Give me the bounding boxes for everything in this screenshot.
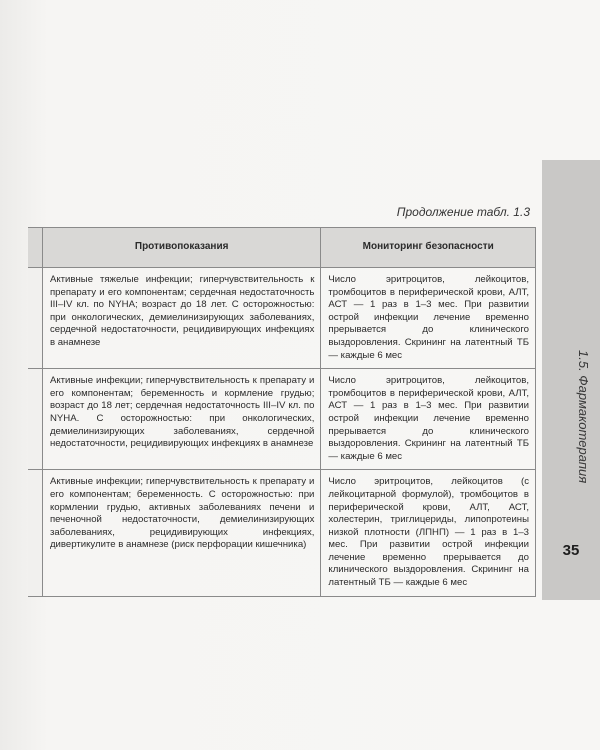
monitoring-cell: Число эритроцитов, лейкоцитов, тромбоцитов в периферической крови, АЛТ, АСТ — 1 раз в 1–3 мес. При развитии острой инфекции лечение временно прерывается до клинического выздоровления. Скрининг на латентный ТБ — каждые 6 мес: [321, 268, 536, 369]
monitoring-cell: Число эритроцитов, лейкоцитов, тромбоцитов в периферической крови, АЛТ, АСТ — 1 раз в 1–3 мес. При развитии острой инфекции лечение временно прерывается до клинического выздоровления. Скрининг на латентный ТБ — каждые 6 мес: [321, 369, 536, 470]
monitoring-cell: Число эритроцитов, лейкоцитов (с лейкоцитарной формулой), тромбоцитов в периферической крови, АЛТ, АСТ, холестерин, триглицериды, липопротеины низкой плотности (ЛПНП) — 1 раз в 1–3 мес. При развитии острой инфекции лечение временно прерывается до клинического выздоровления. Скрининг на латентный ТБ — каждые 6 мес: [321, 470, 536, 596]
page-number: 35: [562, 542, 580, 559]
table-row: [28, 369, 536, 470]
header-safety-monitoring: Мониторинг безопасности: [321, 228, 536, 268]
drug-safety-table: [28, 227, 536, 597]
header-contraindications: Противопоказания: [42, 228, 320, 268]
row-blank-cell: [28, 470, 42, 596]
row-blank-cell: [28, 369, 42, 470]
table-header-row: [28, 228, 536, 268]
section-title: 1.5. Фармакотерапия: [576, 350, 591, 484]
contraindications-cell: Активные тяжелые инфекции; гиперчувствительность к препарату и его компонентам; сердечная недостаточность III–IV кл. по NYHA; возраст до 18 лет. С осторожностью: при онкологических, демиелинизирующих заболеваниях, сердечной недостаточности, рецидивирующих инфекциях в анамнезе: [42, 268, 320, 369]
row-blank-cell: [28, 268, 42, 369]
header-cell-blank: [28, 228, 42, 268]
table-caption: Продолжение табл. 1.3: [396, 205, 530, 219]
contraindications-cell: Активные инфекции; гиперчувствительность к препарату и его компонентам; беременность. С осторожностью: при кормлении грудью, активных заболеваниях печени и печеночной недостаточности, демиелинизирующих заболеваниях, рецидивирующих инфекциях, дивертикулите в анамнезе (риск перфорации кишечника): [42, 470, 320, 596]
table-row: [28, 470, 536, 596]
chapter-side-tab: [542, 160, 600, 600]
table-row: [28, 268, 536, 369]
contraindications-cell: Активные инфекции; гиперчувствительность к препарату и его компонентам; беременность и кормление грудью; возраст до 18 лет; сердечная недостаточность III–IV кл. по NYHA. С осторожностью: при онкологических, демиелинизирующих заболеваниях, сердечной недостаточности, рецидивирующих инфекциях в анамнезе: [42, 369, 320, 470]
